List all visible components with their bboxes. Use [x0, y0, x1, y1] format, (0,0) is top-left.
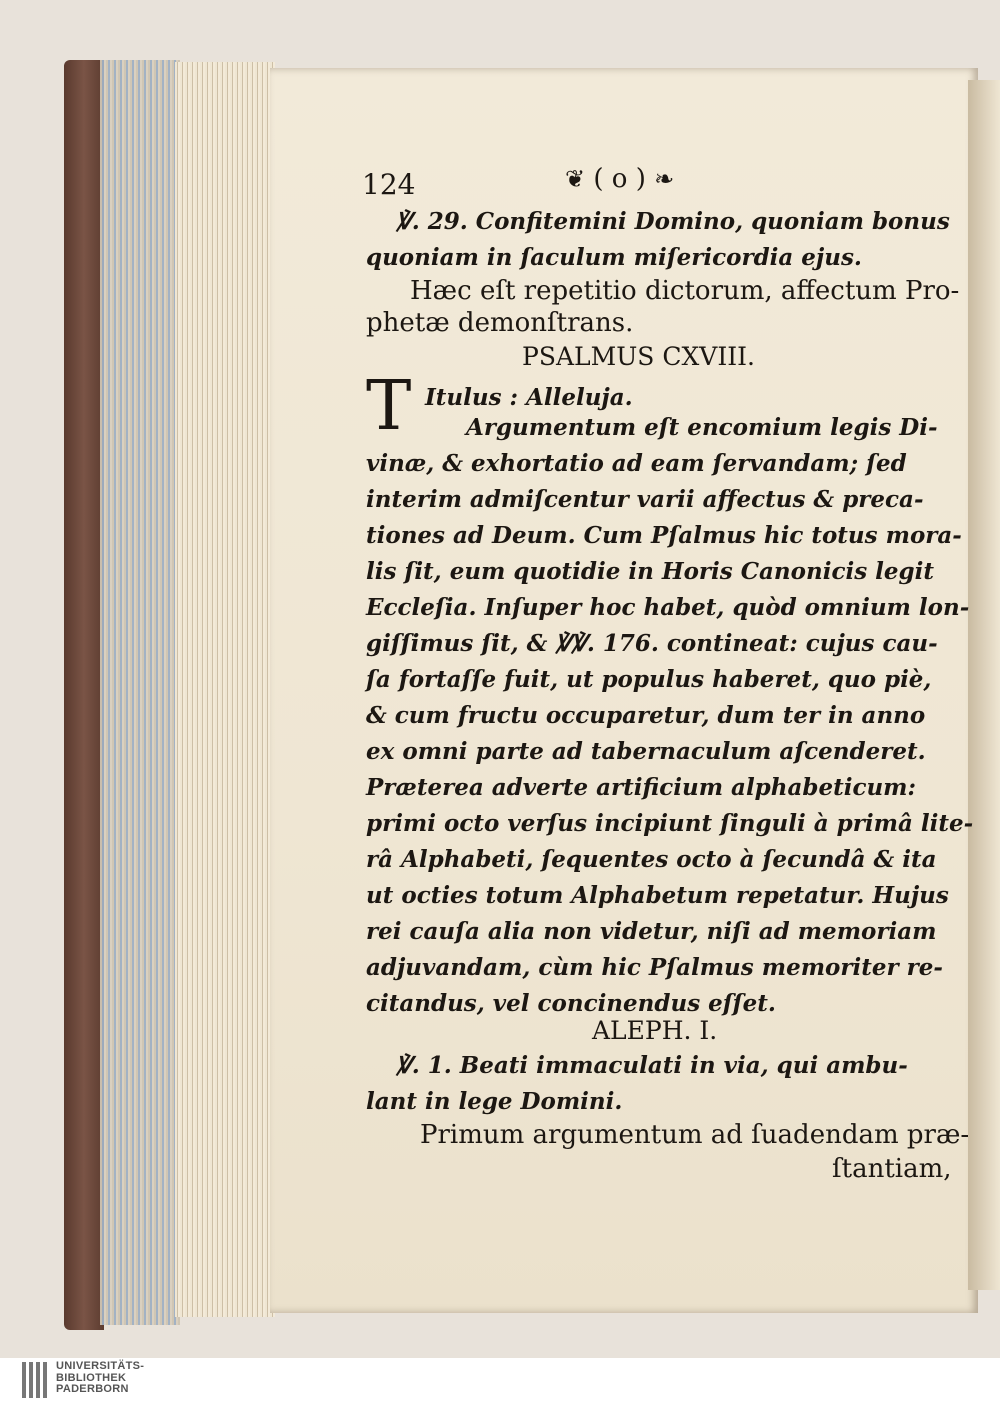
page-number: 124 — [362, 168, 416, 201]
logo-line-3: PADERBORN — [56, 1383, 129, 1395]
text-line: râ Alphabeti, ſequentes octo à ſecundâ & ita — [366, 846, 937, 873]
text-line: citandus, vel concinendus eſſet. — [366, 990, 776, 1017]
text-line: ℣. 1. Beati immaculati in via, qui ambu- — [396, 1052, 908, 1079]
ornament-text: ( o ) — [593, 164, 646, 194]
text-line: Hæc eſt repetitio dictorum, affectum Pro- — [410, 276, 960, 306]
drop-cap: T — [366, 367, 412, 446]
text-line: lis ſit, eum quotidie in Horis Canonicis legit — [366, 558, 934, 585]
text-line: phetæ demonſtrans. — [366, 308, 634, 338]
page-edges — [175, 62, 275, 1317]
text-line: ſa fortaſſe fuit, ut populus haberet, quo piè, — [366, 666, 932, 693]
logo-line-1: UNIVERSITÄTS- — [56, 1360, 145, 1372]
library-logo-text — [56, 1361, 144, 1396]
library-logo-icon — [22, 1362, 48, 1398]
ornament-left-icon: ❦ — [565, 165, 586, 193]
text-line: Eccleſia. Inſuper hoc habet, quòd omnium lon- — [366, 594, 970, 621]
text-line: ℣. 29. Confitemini Domino, quoniam bonus — [396, 208, 950, 235]
text-line: Itulus : Alleluja. — [425, 384, 633, 411]
text-line: rei cauſa alia non videtur, niſi ad memoriam — [366, 918, 937, 945]
book-gutter — [968, 80, 1000, 1290]
text-line: quoniam in ſaculum miſericordia ejus. — [366, 244, 862, 271]
book-cover — [64, 60, 104, 1330]
text-line: adjuvandam, cùm hic Pſalmus memoriter re- — [366, 954, 943, 981]
catchword: ſtantiam, — [832, 1154, 952, 1184]
header-ornament — [565, 164, 674, 194]
text-line: giſſimus ſit, & ℣℣. 176. contineat: cujus cau- — [366, 630, 938, 657]
text-line: Primum argumentum ad ſuadendam præ- — [420, 1120, 970, 1150]
text-line: tiones ad Deum. Cum Pſalmus hic totus mora- — [366, 522, 962, 549]
text-line: ut octies totum Alphabetum repetatur. Hujus — [366, 882, 949, 909]
text-line: interim admiſcentur varii affectus & preca- — [366, 486, 924, 513]
page-edges-blue — [100, 60, 180, 1325]
text-line: & cum fructu occuparetur, dum ter in anno — [366, 702, 926, 729]
logo-line-2: BIBLIOTHEK — [56, 1371, 127, 1384]
text-line: primi octo verſus incipiunt ſinguli à primâ lite- — [366, 810, 974, 837]
aleph-heading: ALEPH. I. — [592, 1016, 718, 1045]
text-line: lant in lege Domini. — [366, 1088, 623, 1115]
text-line: Præterea adverte artificium alphabeticum: — [366, 774, 917, 801]
text-line: ex omni parte ad tabernaculum aſcenderet. — [366, 738, 926, 765]
text-line: vinæ, & exhortatio ad eam ſervandam; ſed — [366, 450, 907, 477]
footer-bar — [0, 1358, 1000, 1409]
psalm-heading: PSALMUS CXVIII. — [522, 342, 755, 371]
text-line: Argumentum eſt encomium legis Di- — [466, 414, 938, 441]
ornament-right-icon: ❧ — [654, 165, 675, 193]
